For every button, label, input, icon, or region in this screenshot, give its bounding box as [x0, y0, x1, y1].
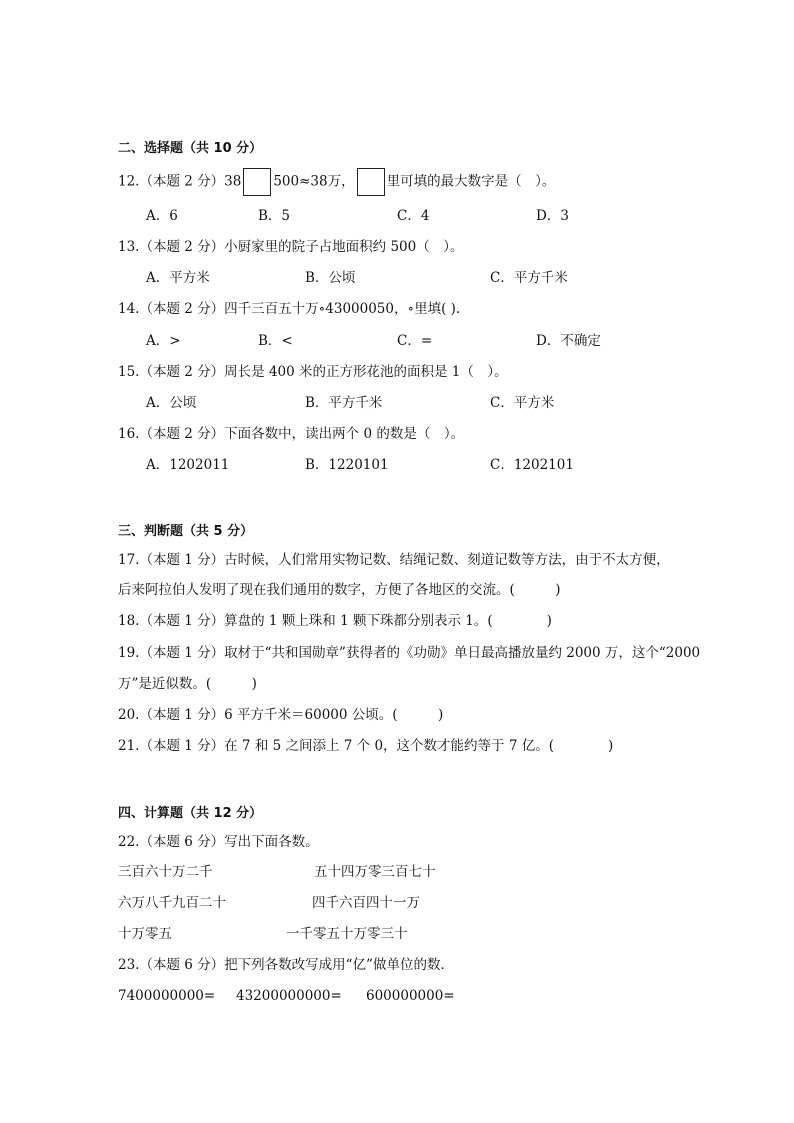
question-number: 15. — [118, 364, 140, 380]
option-d[interactable]: D．3 — [536, 208, 569, 224]
q23-item: 600000000= — [366, 988, 455, 1004]
question-22: 22.（本题 6 分）写出下面各数。 — [118, 834, 319, 850]
question-points: （本题 2 分） — [139, 301, 225, 317]
option-b[interactable]: B．1220101 — [305, 457, 389, 473]
option-c[interactable]: C．= — [397, 333, 433, 349]
section-title-judgement: 三、判断题（共 5 分） — [118, 524, 254, 539]
question-19-line-2: 万”是近似数。( ) — [118, 676, 257, 692]
question-text-post: 里可填的最大数字是（ ）。 — [386, 173, 556, 190]
option-a[interactable]: A．平方米 — [146, 270, 210, 286]
question-17-line-1: 17.（本题 1 分）古时候，人们常用实物记数、结绳记数、刻道记数等方法，由于不太方便， — [118, 552, 670, 568]
option-c[interactable]: C．平方米 — [490, 395, 555, 411]
section-title-calculation: 四、计算题（共 12 分） — [118, 806, 263, 821]
option-c[interactable]: C．平方千米 — [490, 270, 568, 286]
question-number: 12. — [118, 173, 140, 190]
question-19-line-1: 19.（本题 1 分）取材于“共和国勋章”获得者的《功勋》单日最高播放量约 2000 万，这个“2000 — [118, 645, 701, 661]
option-b[interactable]: B．< — [258, 333, 293, 349]
q22-row-1 — [118, 862, 518, 882]
q23-row — [118, 986, 518, 1006]
q22-item: 六万八千九百二十 — [118, 895, 226, 911]
section-title-choice: 二、选择题（共 10 分） — [118, 141, 263, 156]
question-16 — [118, 424, 464, 444]
question-18: 18.（本题 1 分）算盘的 1 颗上珠和 1 颗下珠都分别表示 1。( ) — [118, 613, 552, 629]
question-13 — [118, 237, 463, 257]
q22-item: 四千六百四十一万 — [312, 895, 420, 911]
option-b[interactable]: B．5 — [258, 208, 291, 224]
question-text-pre: 38 — [224, 173, 242, 190]
q22-row-3 — [118, 924, 518, 944]
question-23: 23.（本题 6 分）把下列各数改写成用“亿”做单位的数． — [118, 957, 454, 973]
q23-item: 7400000000= — [118, 988, 216, 1004]
q22-item: 五十四万零三百七十 — [314, 864, 436, 880]
answer-box[interactable] — [243, 168, 271, 196]
question-12 — [118, 168, 555, 196]
option-d[interactable]: D．不确定 — [536, 333, 601, 349]
question-text: 下面各数中，读出两个 0 的数是（ ）。 — [224, 426, 465, 442]
q22-item: 一千零五十万零三十 — [286, 926, 408, 942]
option-a[interactable]: A．公顷 — [146, 395, 197, 411]
question-points: （本题 2 分） — [139, 173, 225, 190]
option-a[interactable]: A．1202011 — [146, 457, 230, 473]
question-text: 小厨家里的院子占地面积约 500（ ）。 — [224, 239, 464, 255]
q23-item: 43200000000= — [236, 988, 342, 1004]
option-a[interactable]: A．> — [146, 333, 181, 349]
question-number: 13. — [118, 239, 140, 255]
q22-item: 十万零五 — [118, 926, 172, 942]
question-20: 20.（本题 1 分）6 平方千米＝60000 公顷。( ) — [118, 707, 444, 723]
option-c[interactable]: C．1202101 — [490, 457, 574, 473]
question-number: 14. — [118, 301, 140, 317]
question-points: （本题 2 分） — [139, 364, 225, 380]
option-c[interactable]: C．4 — [397, 208, 430, 224]
question-text: 周长是 400 米的正方形花池的面积是 1（ ）。 — [224, 364, 508, 380]
option-a[interactable]: A．6 — [146, 208, 178, 224]
question-15 — [118, 362, 508, 382]
question-points: （本题 2 分） — [139, 426, 225, 442]
question-text-mid: 500≈38万， — [273, 173, 355, 190]
option-b[interactable]: B．平方千米 — [305, 395, 383, 411]
question-text: 四千三百五十万∘43000050，∘里填( ). — [224, 301, 461, 317]
question-14 — [118, 299, 460, 319]
q22-row-2 — [118, 893, 518, 913]
question-number: 16. — [118, 426, 140, 442]
question-points: （本题 2 分） — [139, 239, 225, 255]
answer-box[interactable] — [357, 168, 385, 196]
question-17-line-2: 后来阿拉伯人发明了现在我们通用的数字，方便了各地区的交流。( ) — [118, 582, 561, 598]
q22-item: 三百六十万二千 — [118, 864, 213, 880]
question-21: 21.（本题 1 分）在 7 和 5 之间添上 7 个 0，这个数才能约等于 7 亿。( ) — [118, 738, 614, 754]
option-b[interactable]: B．公顷 — [305, 270, 356, 286]
